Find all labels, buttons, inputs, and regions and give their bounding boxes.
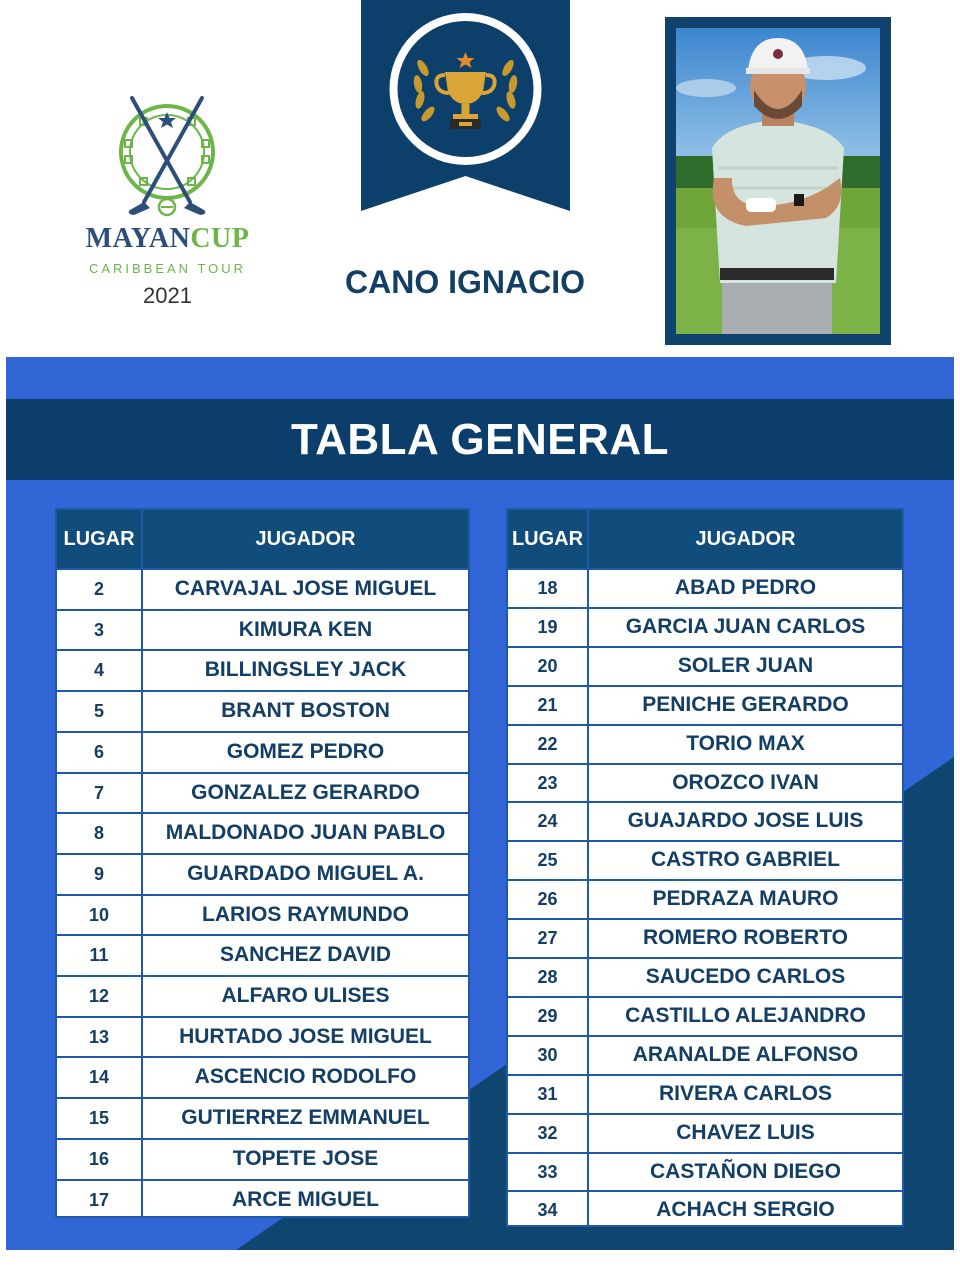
column-header-player: JUGADOR [695, 528, 796, 550]
player-cell: CASTILLO ALEJANDRO [625, 1003, 866, 1027]
player-cell: CASTAÑON DIEGO [650, 1159, 841, 1183]
table-row [508, 685, 902, 724]
player-cell: ASCENCIO RODOLFO [194, 1065, 417, 1089]
winner-photo-frame [665, 17, 891, 345]
place-cell: 9 [93, 863, 104, 884]
table-row [508, 568, 902, 607]
player-cell: CASTRO GABRIEL [651, 848, 840, 872]
player-cell: GARCIA JUAN CARLOS [625, 614, 866, 638]
table-row [57, 772, 468, 813]
player-cell: CARVAJAL JOSE MIGUEL [174, 577, 437, 600]
place-cell: 21 [537, 694, 558, 715]
table-row [57, 690, 468, 731]
table-row [508, 879, 902, 918]
player-cell: TOPETE JOSE [232, 1146, 379, 1170]
place-cell: 33 [537, 1161, 558, 1182]
table-row [57, 1016, 468, 1057]
table-row [508, 607, 902, 646]
logo-wordmark [60, 223, 275, 255]
place-cell: 19 [537, 616, 558, 637]
place-cell: 32 [537, 1122, 558, 1143]
table-row [508, 1190, 902, 1229]
table-row [508, 724, 902, 763]
table-header [57, 510, 468, 568]
place-cell: 8 [93, 823, 104, 844]
place-cell: 17 [88, 1189, 110, 1210]
player-cell: TORIO MAX [686, 731, 805, 755]
player-cell: ACHACH SERGIO [656, 1198, 835, 1222]
place-cell: 10 [88, 904, 110, 925]
place-cell: 30 [537, 1044, 558, 1065]
winner-name: CANO IGNACIO [345, 264, 585, 300]
player-cell: SANCHEZ DAVID [219, 943, 392, 967]
table-row [57, 934, 468, 975]
place-cell: 12 [88, 986, 110, 1006]
winner-photo [676, 28, 880, 334]
board-title: TABLA GENERAL [290, 415, 670, 464]
place-cell: 27 [537, 928, 558, 949]
place-cell: 28 [537, 967, 558, 987]
place-cell: 5 [93, 701, 104, 722]
logo-wordmark-mayan: MAYAN [85, 223, 191, 254]
table-row [508, 1152, 902, 1191]
place-cell: 20 [537, 655, 558, 676]
column-header-place: LUGAR [511, 528, 584, 550]
player-cell: GUAJARDO JOSE LUIS [627, 809, 864, 833]
table-row [57, 1056, 468, 1097]
table-row [508, 840, 902, 879]
table-row [57, 1179, 468, 1220]
player-cell: PEDRAZA MAURO [652, 887, 839, 911]
place-cell: 26 [537, 889, 558, 910]
table-row [57, 812, 468, 853]
table-row [508, 957, 902, 996]
player-cell: CHAVEZ LUIS [676, 1120, 815, 1144]
column-header-place: LUGAR [63, 528, 135, 550]
winner-ribbon [361, 0, 570, 211]
place-cell: 14 [88, 1067, 110, 1088]
title-bar [6, 399, 954, 480]
player-cell: MALDONADO JUAN PABLO [165, 821, 446, 845]
logo-year: 2021 [143, 283, 192, 308]
table-row [508, 918, 902, 957]
player-cell: GOMEZ PEDRO [226, 739, 385, 763]
player-cell: LARIOS RAYMUNDO [202, 902, 409, 926]
logo-subtitle: CARIBBEAN TOUR [88, 261, 247, 276]
place-cell: 11 [89, 945, 109, 966]
player-cell: SOLER JUAN [677, 653, 814, 677]
place-cell: 4 [93, 660, 104, 681]
table-row [57, 1138, 468, 1179]
place-cell: 15 [88, 1108, 110, 1129]
place-cell: 18 [537, 578, 558, 598]
place-cell: 7 [93, 782, 104, 803]
mayan-cup-logo [60, 90, 275, 315]
logo-wordmark-cup: CUP [190, 223, 250, 254]
table-row [508, 1113, 902, 1152]
standings-table-left [55, 508, 470, 1218]
place-cell: 24 [537, 811, 558, 832]
table-row [508, 646, 902, 685]
table-row [508, 1074, 902, 1113]
player-cell: BRANT BOSTON [221, 699, 390, 723]
place-cell: 16 [88, 1148, 110, 1169]
place-cell: 6 [93, 741, 104, 762]
player-cell: ROMERO ROBERTO [643, 926, 848, 950]
place-cell: 31 [537, 1083, 558, 1104]
place-cell: 23 [537, 772, 558, 793]
table-row [57, 975, 468, 1016]
place-cell: 13 [88, 1026, 110, 1047]
table-row [57, 609, 468, 650]
golf-clubs-emblem-icon [100, 90, 235, 220]
table-row [508, 763, 902, 802]
table-row [57, 649, 468, 690]
table-row [57, 1097, 468, 1138]
place-cell: 3 [93, 619, 104, 640]
table-header [508, 510, 902, 568]
player-cell: GUARDADO MIGUEL A. [187, 861, 424, 885]
table-row [508, 1035, 902, 1074]
place-cell: 29 [537, 1005, 558, 1026]
player-cell: SAUCEDO CARLOS [645, 965, 846, 988]
table-row [57, 853, 468, 894]
player-cell: ARCE MIGUEL [232, 1187, 379, 1211]
player-cell: PENICHE GERARDO [642, 692, 849, 716]
table-row [57, 731, 468, 772]
column-header-player: JUGADOR [255, 528, 356, 550]
place-cell: 25 [537, 850, 558, 871]
player-cell: GONZALEZ GERARDO [191, 780, 420, 804]
standings-table-right [506, 508, 904, 1227]
player-cell: ARANALDE ALFONSO [632, 1042, 859, 1066]
table-row [57, 568, 468, 609]
table-row [57, 894, 468, 935]
player-cell: HURTADO JOSE MIGUEL [179, 1024, 432, 1048]
table-row [508, 996, 902, 1035]
place-cell: 34 [537, 1200, 558, 1221]
table-row [508, 801, 902, 840]
place-cell: 2 [93, 579, 104, 599]
place-cell: 22 [537, 733, 558, 754]
player-cell: OROZCO IVAN [672, 770, 819, 794]
player-cell: BILLINGSLEY JACK [204, 658, 407, 682]
player-cell: ABAD PEDRO [674, 576, 817, 599]
player-cell: ALFARO ULISES [221, 984, 390, 1007]
player-cell: RIVERA CARLOS [658, 1081, 833, 1105]
player-cell: GUTIERREZ EMMANUEL [181, 1106, 430, 1130]
player-cell: KIMURA KEN [238, 617, 373, 641]
